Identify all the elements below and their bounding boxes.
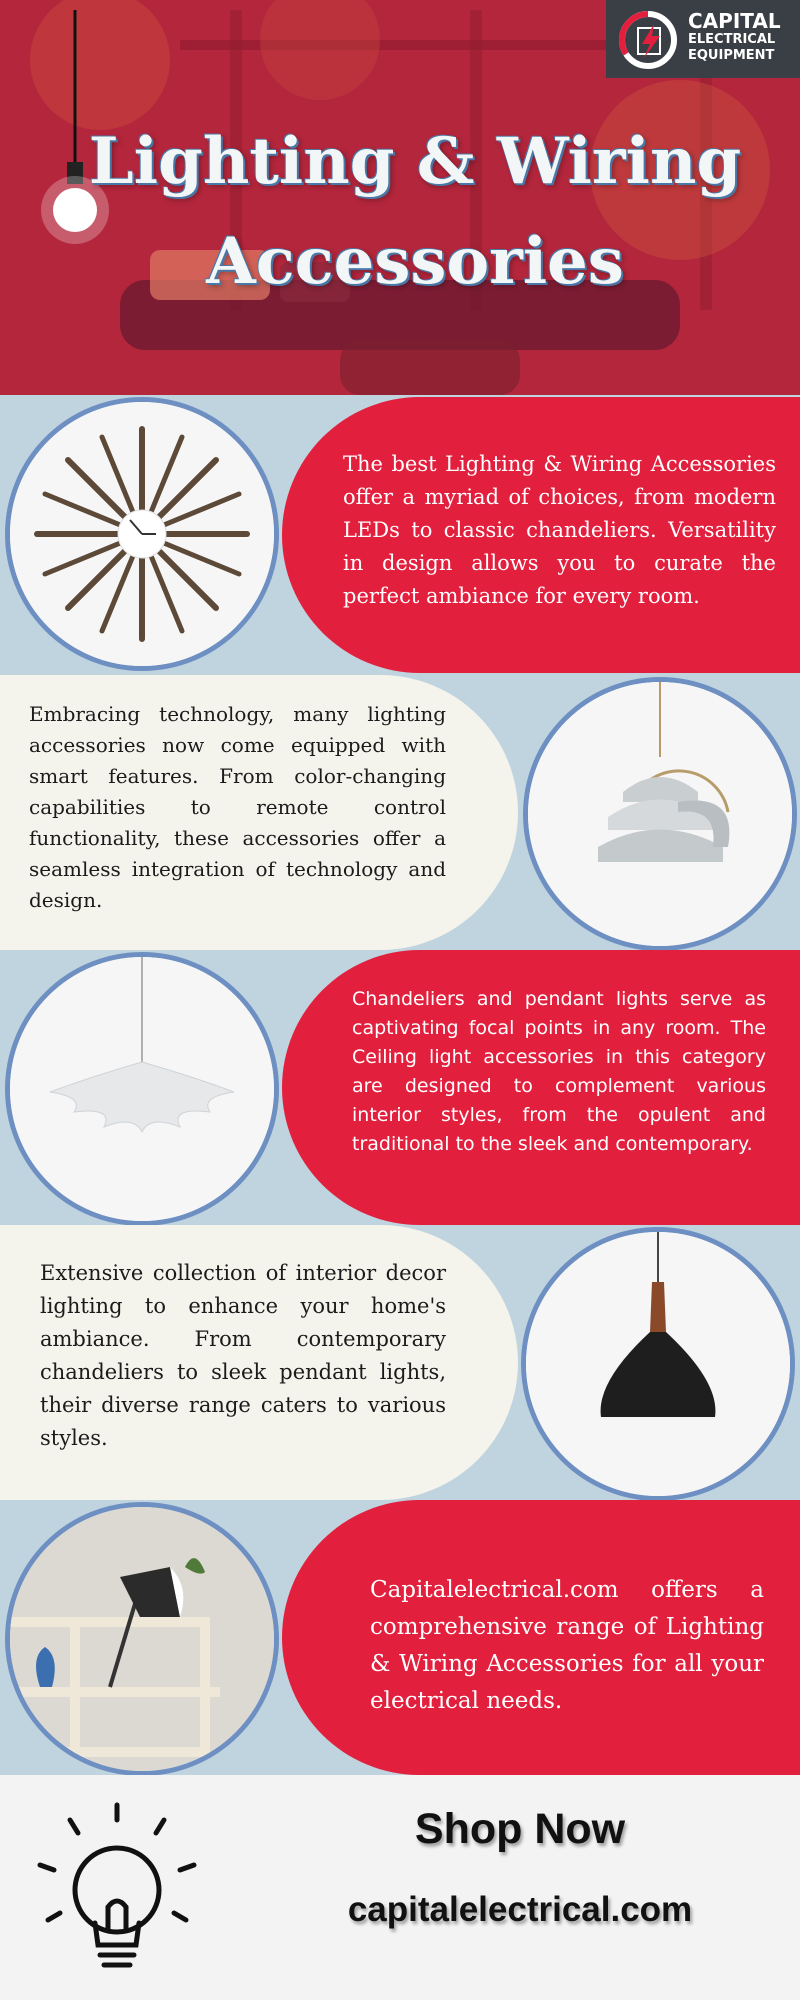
brand-line-1: CAPITAL	[688, 9, 781, 33]
dome-pendant-image	[528, 682, 792, 946]
section-5-text: Capitalelectrical.com offers a comprehensive range of Lighting & Wiring Accessories for all your electrical needs.	[370, 1577, 764, 1714]
section-2-image-frame	[523, 677, 797, 951]
section-4-text: Extensive collection of interior decor lighting to enhance your home's ambiance. From contemporary chandeliers to sleek pendant lights, their diverse range caters to various styles.	[40, 1261, 446, 1450]
section-3-text: Chandeliers and pendant lights serve as captivating focal points in any room. The Ceiling light accessories in this category are designed to complement various interior styles, from the opulent and traditional to the sleek and contemporary.	[352, 988, 766, 1155]
shop-now-button[interactable]: Shop Now	[414, 1805, 626, 1853]
sunburst-clock-image	[10, 402, 274, 666]
desk-lamp-shelf-image	[10, 1507, 274, 1771]
lightbulb-icon	[20, 1795, 210, 1985]
hero-title-line-2: Accessories	[206, 224, 624, 299]
section-5-image-frame	[5, 1502, 279, 1776]
petal-pendant-image	[10, 957, 274, 1221]
brand-line-2: ELECTRICAL	[688, 32, 776, 47]
brand-name	[688, 10, 798, 64]
website-link[interactable]: capitalelectrical.com	[347, 1890, 693, 1929]
section-4-image-frame	[521, 1227, 795, 1501]
brand-logo-icon	[618, 10, 678, 70]
section-3-image-frame	[5, 952, 279, 1226]
hero-title-line-1: Lighting & Wiring	[88, 124, 742, 199]
section-1-text: The best Lighting & Wiring Accessories offer a myriad of choices, from modern LEDs to classic chandeliers. Versatility in design allows you to curate the perfect ambiance for every room.	[343, 452, 776, 608]
black-pendant-image	[526, 1232, 790, 1496]
hero-title	[70, 112, 760, 312]
section-2-text: Embracing technology, many lighting accessories now come equipped with smart features. From color-changing capabilities to remote control functionality, these accessories offer a seamless integration of technology and design.	[29, 702, 446, 912]
section-1-image-frame	[5, 397, 279, 671]
brand-line-3: EQUIPMENT	[688, 48, 775, 63]
